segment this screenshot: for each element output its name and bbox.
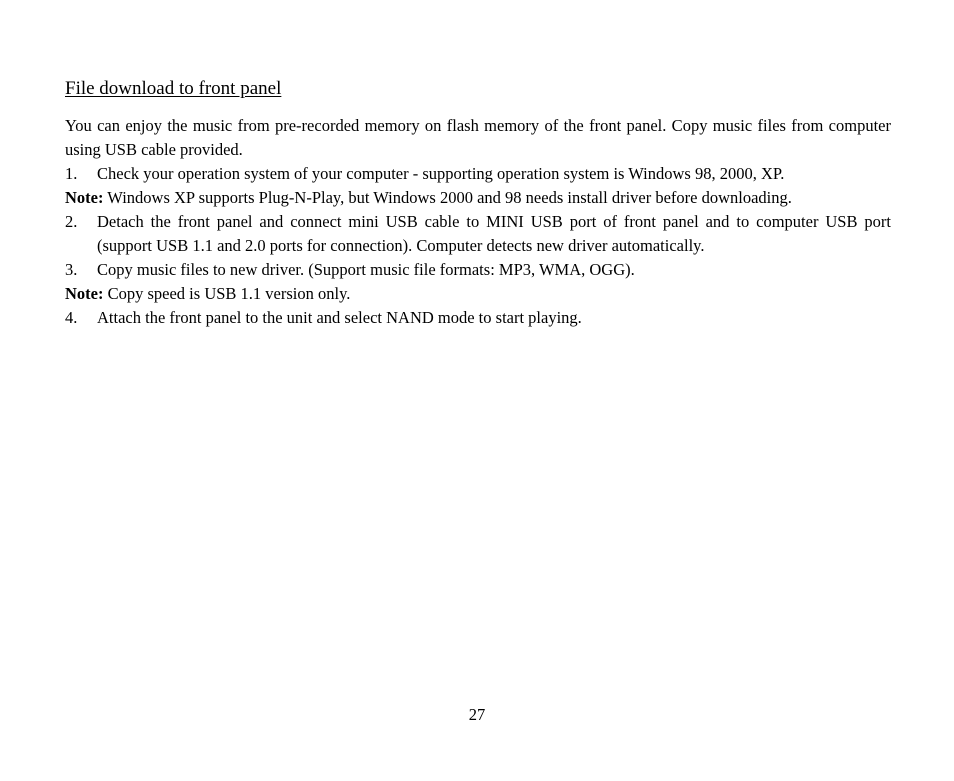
list-item-text: Attach the front panel to the unit and select NAND mode to start playing.: [97, 308, 582, 327]
note-label: Note:: [65, 188, 104, 207]
list-item: [65, 258, 891, 282]
section-heading: File download to front panel: [65, 78, 282, 99]
list-item: [65, 162, 891, 186]
list-item-text: Check your operation system of your computer - supporting operation system is Windows 98, 2000, XP.: [97, 164, 785, 183]
list-item-number: 2.: [65, 212, 78, 231]
list-item-number: 3.: [65, 260, 78, 279]
note-label: Note:: [65, 284, 104, 303]
list-item-number: 4.: [65, 308, 78, 327]
list-item: [65, 306, 891, 330]
note-line: [65, 282, 891, 306]
intro-paragraph: You can enjoy the music from pre-recorded memory on flash memory of the front panel. Copy music files from computer using USB cable provided.: [65, 116, 891, 159]
note-line: [65, 186, 891, 210]
list-item-number: 1.: [65, 164, 78, 183]
note-text: Copy speed is USB 1.1 version only.: [103, 284, 351, 303]
list-item-text: Detach the front panel and connect mini USB cable to MINI USB port of front panel and to computer USB port (support USB 1.1 and 2.0 ports for connection). Computer detects new driver automatically.: [97, 212, 891, 255]
note-text: Windows XP supports Plug-N-Play, but Windows 2000 and 98 needs install driver before downloading.: [103, 188, 792, 207]
list-item: [65, 210, 891, 258]
page-number: 27: [468, 705, 486, 724]
list-item-text: Copy music files to new driver. (Support music file formats: MP3, WMA, OGG).: [97, 260, 635, 279]
